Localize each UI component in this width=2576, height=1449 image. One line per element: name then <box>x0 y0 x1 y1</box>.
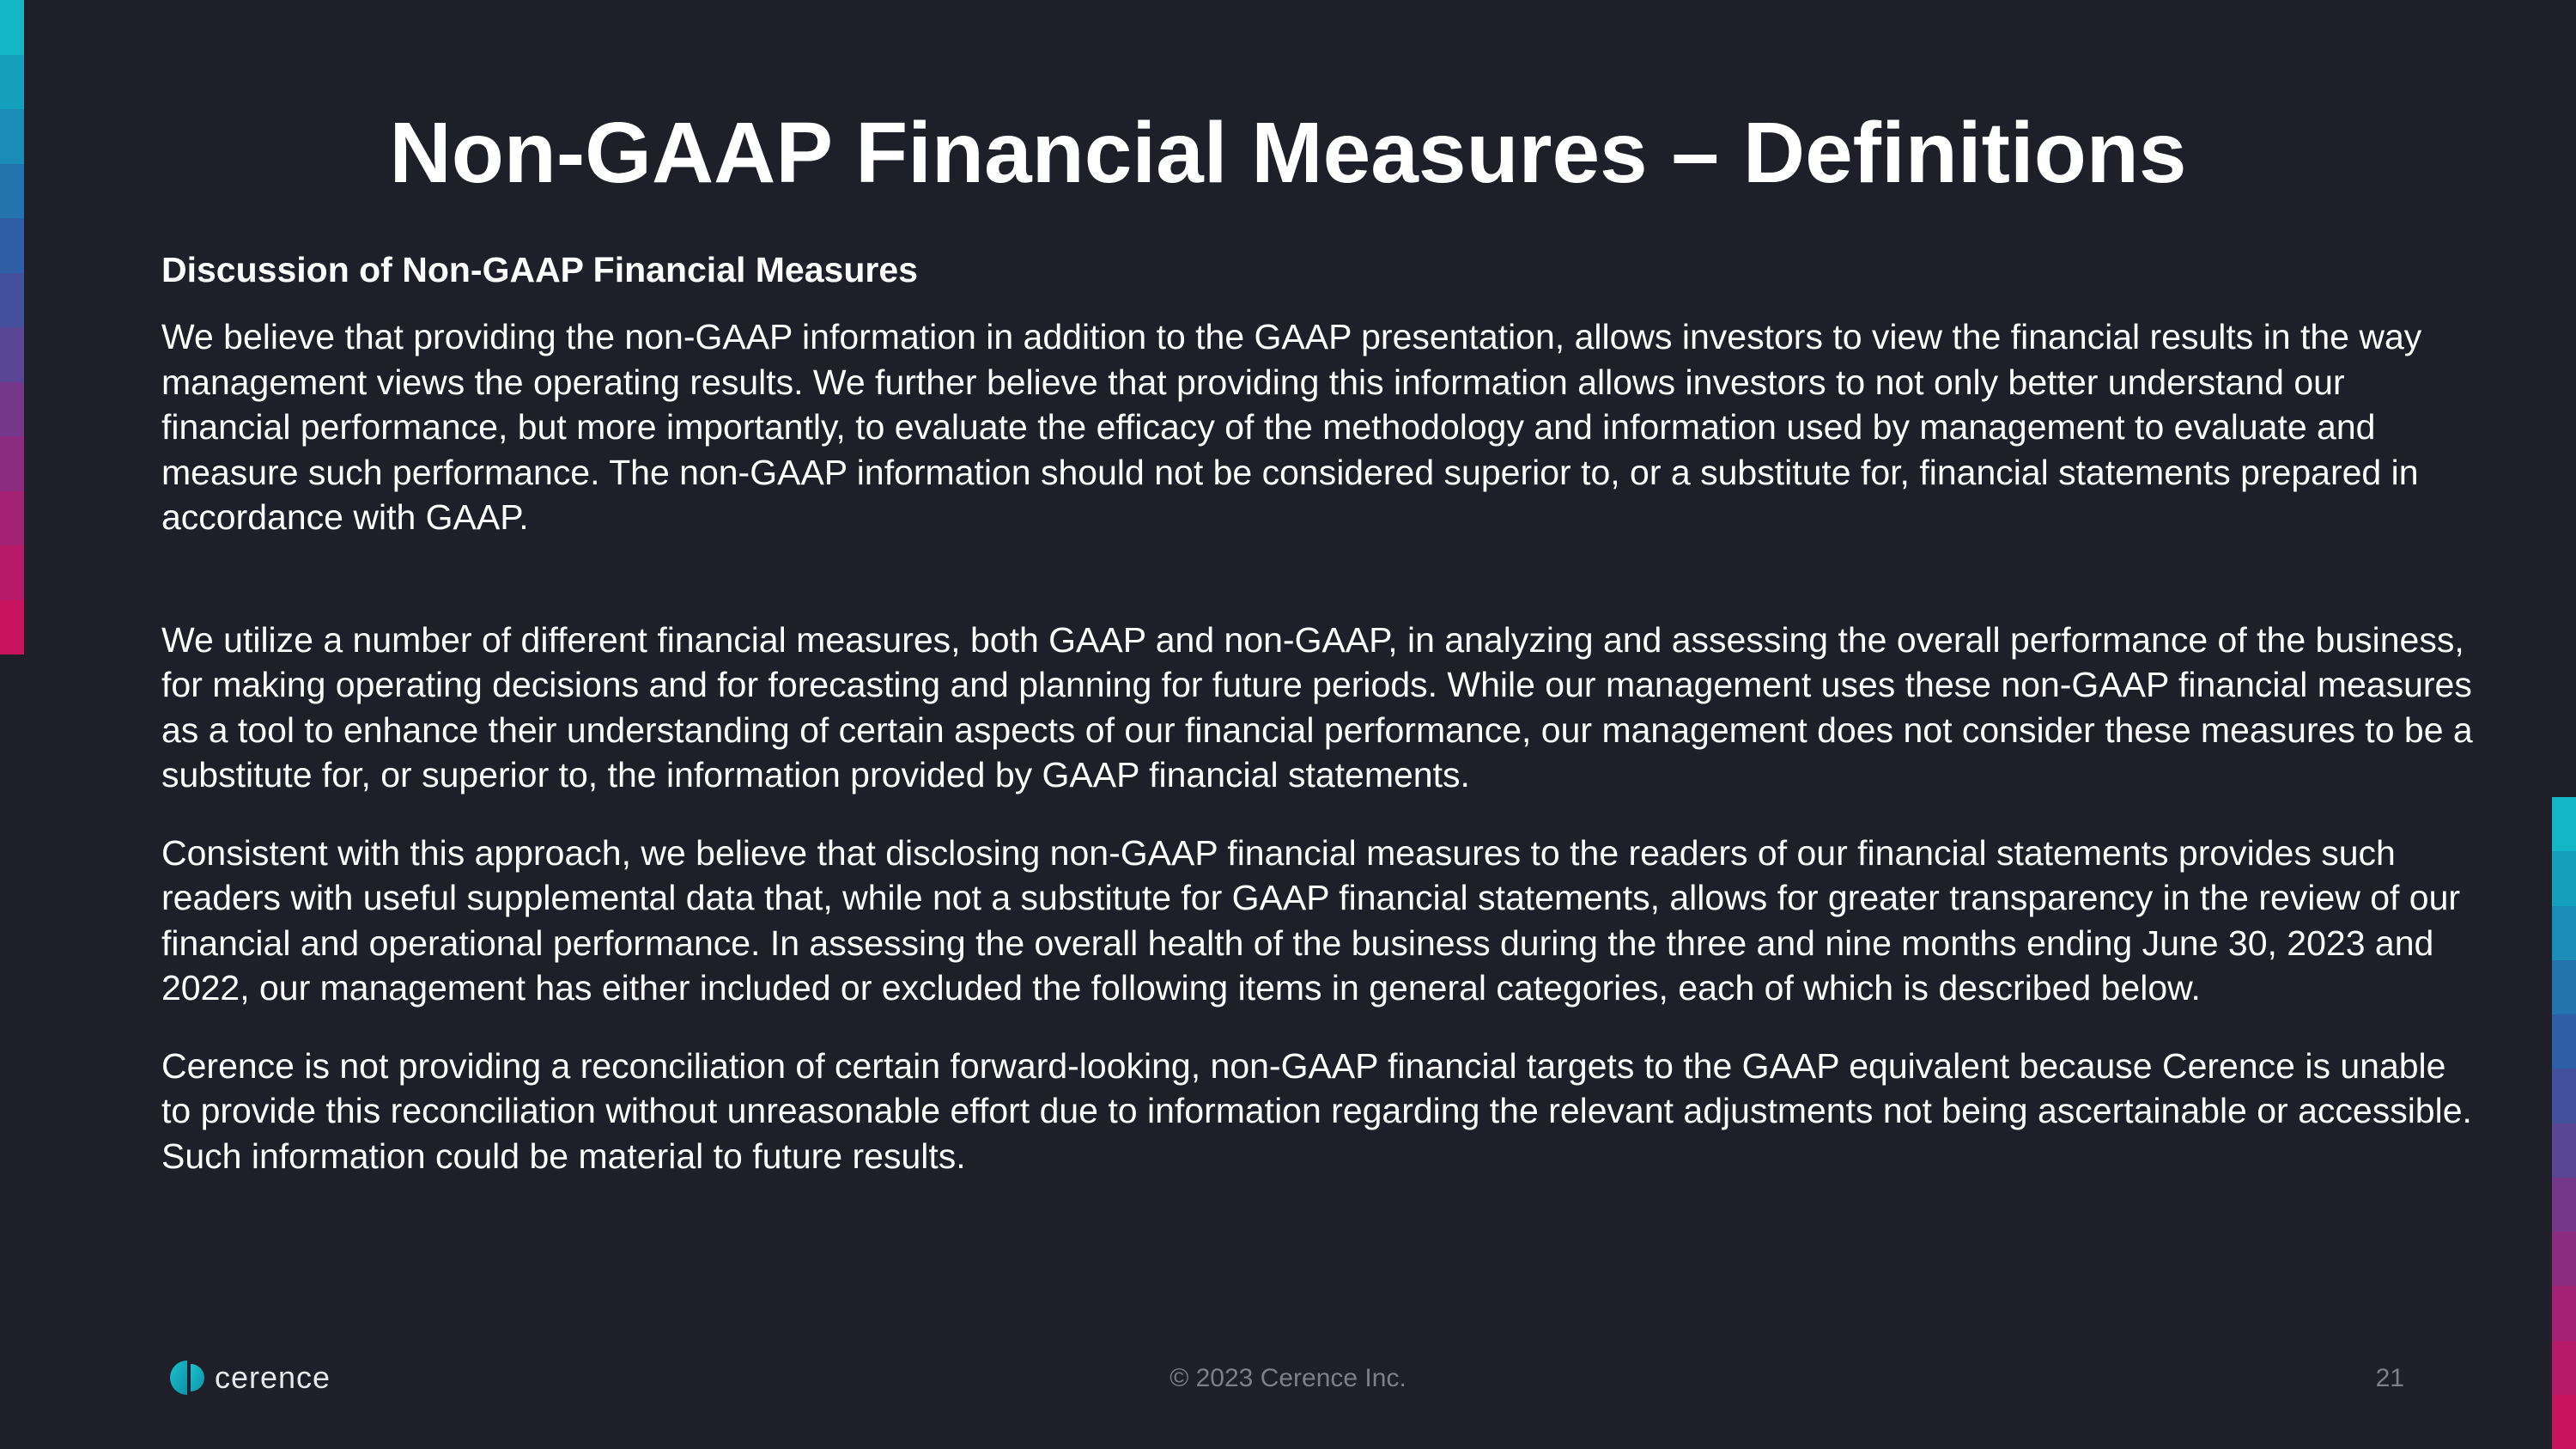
paragraph-1: We believe that providing the non-GAAP information in addition to the GAAP presentation, allows investors to view the financial results in the way management views the operating results. We further believe that providing this information allows investors to not only better understand our financial performance, but more importantly, to evaluate the efficacy of the methodology and information used by management to evaluate and measure such performance. The non-GAAP information should not be considered superior to, or a substitute for, financial statements prepared in accordance with GAAP. <box>161 317 2422 537</box>
left-accent-bar <box>0 0 24 654</box>
page-number: 21 <box>2375 1364 2404 1392</box>
right-accent-bar <box>2552 797 2576 1449</box>
logo-wordmark: cerence <box>215 1360 331 1395</box>
copyright-notice: © 2023 Cerence Inc. <box>1170 1364 1406 1392</box>
paragraph-2: We utilize a number of different financial measures, both GAAP and non-GAAP, in analyzing and assessing the overall performance of the business, for making operating decisions and for forecasting and planning for future periods. While our management uses these non-GAAP financial measures as a tool to enhance their understanding of certain aspects of our financial performance, our management does not consider these measures to be a substitute for, or superior to, the information provided by GAAP financial statements. <box>161 619 2473 795</box>
paragraph-3: Consistent with this approach, we believe that disclosing non-GAAP financial measures to the readers of our financial statements provides such readers with useful supplemental data that, while not a substitute for GAAP financial statements, allows for greater transparency in the review of our financial and operational performance. In assessing the overall health of the business during the three and nine months ending June 30, 2023 and 2022, our management has either included or excluded the following items in general categories, each of which is described below. <box>161 832 2461 1008</box>
slide-title: Non-GAAP Financial Measures – Definitions <box>389 105 2187 201</box>
section-subheading: Discussion of Non-GAAP Financial Measures <box>161 250 918 289</box>
slide-body <box>161 246 2480 1178</box>
paragraph-4: Cerence is not providing a reconciliation of certain forward-looking, non-GAAP financial targets to the GAAP equivalent because Cerence is unable to provide this reconciliation without unreasonable effort due to information regarding the relevant adjustments not being ascertainable or accessible. Such information could be material to future results. <box>161 1045 2472 1176</box>
